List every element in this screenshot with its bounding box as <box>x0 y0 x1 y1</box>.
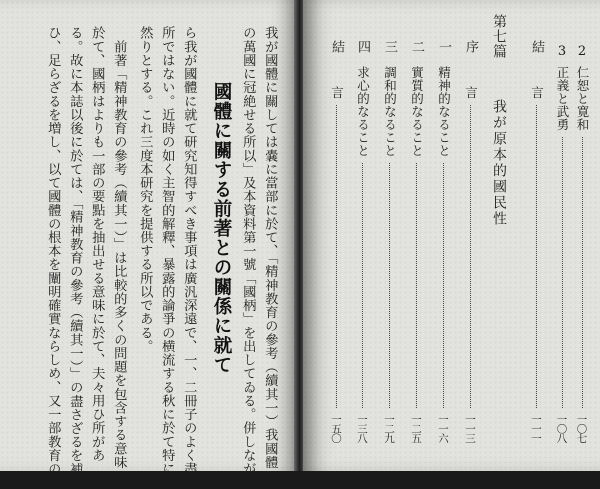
body-column: ら我が國體に就て研究知得すべき事項は廣汎深遠で、一、二冊子のよく盡す <box>181 26 197 489</box>
toc-leader-dots <box>336 105 337 408</box>
toc-entry-title: 實質的なること <box>409 66 425 157</box>
toc-leader-dots <box>443 163 444 408</box>
toc-entry <box>553 44 571 442</box>
toc-leader-dots <box>562 137 563 408</box>
toc-part-number: 第七篇 <box>491 14 507 59</box>
body-column: 我が國體に關しては嚢に當部に於て、「精神教育の參考（續其一）我國體 <box>262 26 278 469</box>
toc-entry-number: 一 <box>436 40 451 54</box>
toc-entry <box>434 40 453 442</box>
toc-leader-dots <box>389 163 390 408</box>
toc-page-number: 一二五 <box>410 413 422 442</box>
toc-entry-number: 2 <box>574 44 590 60</box>
toc-part-heading <box>489 14 509 254</box>
toc-leader-dots <box>470 105 471 408</box>
toc-page-number: 一一一 <box>530 413 542 442</box>
section-heading: 國體に關する前著との關係に就て <box>211 82 232 375</box>
toc-entry-title: 正義と武勇 <box>555 66 570 131</box>
toc-page-number: 一一三 <box>464 413 476 442</box>
toc-leader-dots <box>362 163 363 408</box>
toc-leader-dots <box>582 137 583 408</box>
toc-part-title: 我が原本的國民性 <box>491 99 507 227</box>
body-column: る。故に本誌以後に於ては、「精神教育の參考（續其一）」の盡さざるを補 <box>67 26 83 476</box>
body-column: 前著「精神教育の參考（續其一）」は比較的多くの問題を包含する意味に <box>111 26 127 483</box>
toc-entry-title: 言 <box>529 86 545 99</box>
toc-entry-number: 序 <box>463 40 478 54</box>
toc-entry-number: 二 <box>409 40 424 54</box>
toc-entry-title: 調和的なること <box>382 66 398 157</box>
toc-entry-number: 結 <box>329 40 344 54</box>
toc-leader-dots <box>536 105 537 408</box>
toc-entry-number: 3 <box>554 44 570 60</box>
toc-page-number: 一二九 <box>383 413 395 442</box>
body-column: 然りとする。これ三度本研究を提供する所以である。 <box>137 26 153 353</box>
toc-entry-number: 結 <box>529 40 544 54</box>
toc-page-number: 一〇八 <box>555 413 568 442</box>
toc-entry <box>380 40 399 442</box>
toc-entry-number: 四 <box>355 40 370 54</box>
toc-page-number: 一〇七 <box>575 413 588 442</box>
body-column: 所ではない。近時の如く主智的解釋、暴露的論爭の横流する秋に於て特に <box>159 26 175 476</box>
body-column: 於て、國柄はよりも一部の要點を抽出せる意味に於て、夫々用ひ所があ <box>89 26 105 462</box>
toc-page-number: 一三八 <box>356 413 368 442</box>
toc-leader-dots <box>416 163 417 408</box>
left-page <box>0 0 296 489</box>
toc-entry-title: 言 <box>329 86 345 99</box>
toc-page-number: 一五〇 <box>330 413 342 442</box>
toc-page-number: 一一六 <box>437 413 449 442</box>
toc-entry <box>407 40 426 442</box>
toc-entry-number: 三 <box>382 40 397 54</box>
toc-entry <box>573 44 591 442</box>
toc-entry-title: 言 <box>463 86 479 99</box>
toc-entry <box>527 40 546 442</box>
toc-entry <box>327 40 346 442</box>
right-page <box>303 0 600 471</box>
toc-entry-title: 精神的なること <box>436 66 452 157</box>
toc-entry <box>353 40 372 442</box>
toc-entry <box>461 40 480 442</box>
toc-entry-title: 仁恕と寛和 <box>575 66 590 131</box>
body-column: の萬國に冠絶せる所以」及本資料第一號「國柄」を出してゐる。併しなが <box>240 26 256 476</box>
body-column: ひ、足らざるを増し、以て國體の根本を闡明確實ならしめ、又一部教育の <box>45 26 61 476</box>
toc-entry-title: 求心的なること <box>355 66 371 157</box>
